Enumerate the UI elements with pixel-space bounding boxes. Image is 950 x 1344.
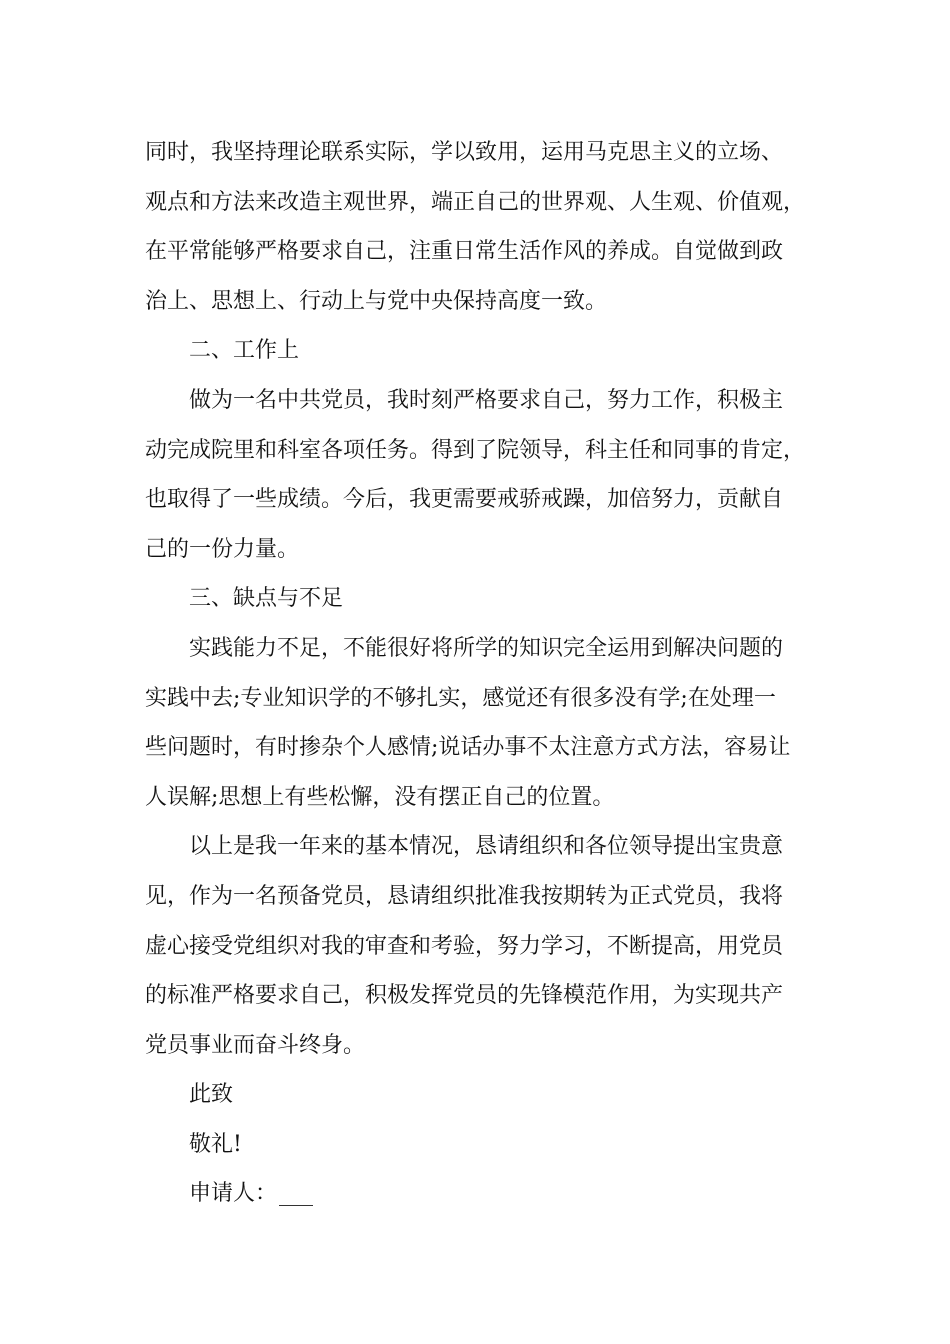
text-line: 做为一名中共党员，我时刻严格要求自己，努力工作，积极主 xyxy=(189,387,784,413)
text-line: 的标准严格要求自己，积极发挥党员的先锋模范作用，为实现共产 xyxy=(145,983,784,1009)
text-line: 见，作为一名预备党员，恳请组织批准我按期转为正式党员，我将 xyxy=(145,883,784,909)
section-heading-work: 二、工作上 xyxy=(189,338,300,364)
text-line: 同时，我坚持理论联系实际，学以致用，运用马克思主义的立场、 xyxy=(145,140,784,165)
closing-salutation: 此致 xyxy=(189,1082,234,1108)
text-line: 在平常能够严格要求自己，注重日常生活作风的养成。自觉做到政 xyxy=(145,239,784,265)
text-line: 人误解;思想上有些松懈，没有摆正自己的位置。 xyxy=(145,784,615,810)
text-line: 己的一份力量。 xyxy=(145,536,300,562)
closing-regards: 敬礼! xyxy=(189,1131,242,1157)
text-line: 也取得了一些成绩。今后，我更需要戒骄戒躁，加倍努力，贡献自 xyxy=(145,487,784,513)
text-line: 些问题时，有时掺杂个人感情;说话办事不太注意方式方法，容易让 xyxy=(145,735,791,761)
text-line: 虚心接受党组织对我的审查和考验，努力学习，不断提高，用党员 xyxy=(145,933,784,959)
text-line: 实践中去;专业知识学的不够扎实，感觉还有很多没有学;在处理一 xyxy=(145,685,776,711)
applicant-signature-line xyxy=(145,1169,825,1219)
text-line: 实践能力不足，不能很好将所学的知识完全运用到解决问题的 xyxy=(189,635,784,661)
text-line: 以上是我一年来的基本情况，恳请组织和各位领导提出宝贵意 xyxy=(189,834,784,860)
section-heading-shortcomings: 三、缺点与不足 xyxy=(189,586,344,612)
text-line: 观点和方法来改造主观世界，端正自己的世界观、人生观、价值观， xyxy=(145,189,806,215)
text-line: 党员事业而奋斗终身。 xyxy=(145,1032,366,1058)
signature-blank xyxy=(279,1204,313,1206)
document-body xyxy=(145,128,825,1219)
applicant-label: 申请人： xyxy=(189,1181,278,1207)
text-line: 治上、思想上、行动上与党中央保持高度一致。 xyxy=(145,288,608,314)
text-line: 动完成院里和科室各项任务。得到了院领导，科主任和同事的肯定， xyxy=(145,437,806,463)
